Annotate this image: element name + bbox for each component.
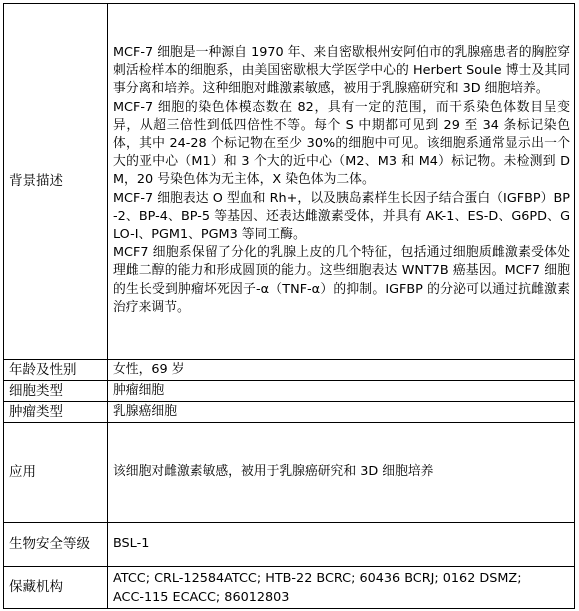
tumor-type-value: 乳腺癌细胞 <box>108 402 575 423</box>
depository-line-2: ACC-115 ECACC; 86012803 <box>113 589 290 605</box>
background-paragraph-2: MCF-7 细胞的染色体模态数在 82，具有一定的范围，而干系染色体数目呈变异，从超三倍性到低四倍性不等。每个 S 中期都可见到 29 至 34 条标记染色体，其中 24-28 个标记物在至少 30%的细胞中可见。该细胞系通常显示出一个大的亚中心（M1）和 3 个大的近中心（M2、M3 和 M4）标记物。未检测到 DM，20 号染色体为无主体，X 染色体为二体。 <box>113 99 570 188</box>
age-sex-row <box>4 360 575 381</box>
tumor-type-row <box>4 402 575 423</box>
cell-type-row <box>4 381 575 402</box>
biosafety-label: 生物安全等级 <box>4 523 108 567</box>
depository-line-1: ATCC; CRL-12584ATCC; HTB-22 BCRC; 60436 BCRJ; 0162 DSMZ; <box>113 570 522 586</box>
tumor-type-label: 肿瘤类型 <box>4 402 108 423</box>
biosafety-value: BSL-1 <box>108 523 575 567</box>
application-value: 该细胞对雌激素敏感，被用于乳腺癌研究和 3D 细胞培养 <box>108 423 575 523</box>
depository-row <box>4 567 575 609</box>
cell-line-info-table <box>3 3 575 609</box>
application-label: 应用 <box>4 423 108 523</box>
background-description <box>108 4 575 360</box>
depository-value <box>108 567 575 609</box>
background-row <box>4 4 575 360</box>
background-paragraph-1: MCF-7 细胞是一种源自 1970 年、来自密歇根州安阿伯市的乳腺癌患者的胸腔穿刺活检样本的细胞系，由美国密歇根大学医学中心的 Herbert Soule 博士及其同事分离和培养。这种细胞对雌激素敏感，被用于乳腺癌研究和 3D 细胞培养。 <box>113 44 570 97</box>
biosafety-row <box>4 523 575 567</box>
age-sex-value: 女性，69 岁 <box>108 360 575 381</box>
background-label: 背景描述 <box>4 4 108 360</box>
cell-type-value: 肿瘤细胞 <box>108 381 575 402</box>
background-paragraph-4: MCF7 细胞系保留了分化的乳腺上皮的几个特征，包括通过细胞质雌激素受体处理雌二醇的能力和形成圆顶的能力。这些细胞表达 WNT7B 癌基因。MCF7 细胞的生长受到肿瘤坏死因子-α（TNF-α）的抑制。IGFBP 的分泌可以通过抗雌激素治疗来调节。 <box>113 245 570 315</box>
cell-type-label: 细胞类型 <box>4 381 108 402</box>
background-paragraph-3: MCF-7 细胞表达 O 型血和 Rh+，以及胰岛素样生长因子结合蛋白（IGFBP）BP-2、BP-4、BP-5 等基因、还表达雌激素受体，并具有 AK-1、ES-D、G6PD、GLO-I、PGM1、PGM3 等同工酶。 <box>113 190 570 242</box>
depository-label: 保藏机构 <box>4 567 108 609</box>
age-sex-label: 年龄及性别 <box>4 360 108 381</box>
application-row <box>4 423 575 523</box>
